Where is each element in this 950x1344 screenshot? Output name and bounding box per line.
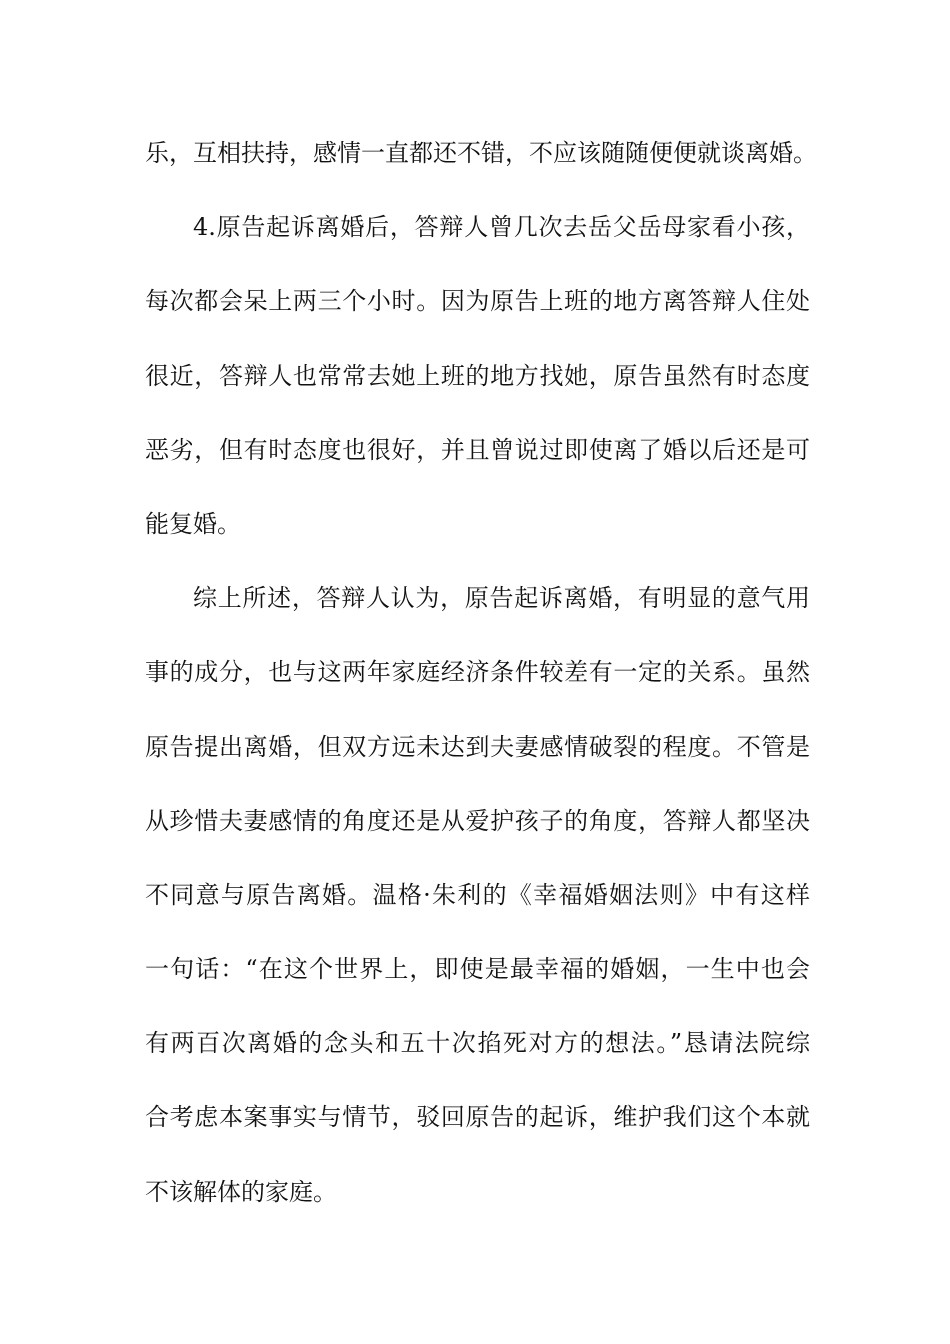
text-line: 合考虑本案事实与情节，驳回原告的起诉，维护我们这个本就 [145,1103,810,1132]
text-line: 有两百次离婚的念头和五十次掐死对方的想法。”恳请法院综 [145,1029,810,1058]
text-line: 乐，互相扶持，感情一直都还不错，不应该随随便便就谈离婚。 [145,139,817,167]
text-line: 从珍惜夫妻感情的角度还是从爱护孩子的角度，答辩人都坚决 [145,806,810,835]
paragraph-start-line: 综上所述，答辩人认为，原告起诉离婚，有明显的意气用 [193,584,810,613]
text-line: 一句话：“在这个世界上，即使是最幸福的婚姻，一生中也会 [145,955,810,984]
text-line: 很近，答辩人也常常去她上班的地方找她，原告虽然有时态度 [145,361,810,390]
document-body [145,128,817,1241]
text-line: 不该解体的家庭。 [145,1177,337,1206]
paragraph-start-line: 4.原告起诉离婚后，答辩人曾几次去岳父岳母家看小孩， [193,213,810,242]
text-line: 不同意与原告离婚。温格·朱利的《幸福婚姻法则》中有这样 [145,880,810,909]
text-line: 事的成分，也与这两年家庭经济条件较差有一定的关系。虽然 [145,658,810,687]
text-line: 原告提出离婚，但双方远未达到夫妻感情破裂的程度。不管是 [145,732,810,761]
text-line: 每次都会呆上两三个小时。因为原告上班的地方离答辩人住处 [145,287,810,316]
text-line: 能复婚。 [145,509,241,538]
text-line: 恶劣，但有时态度也很好，并且曾说过即使离了婚以后还是可 [145,435,810,464]
